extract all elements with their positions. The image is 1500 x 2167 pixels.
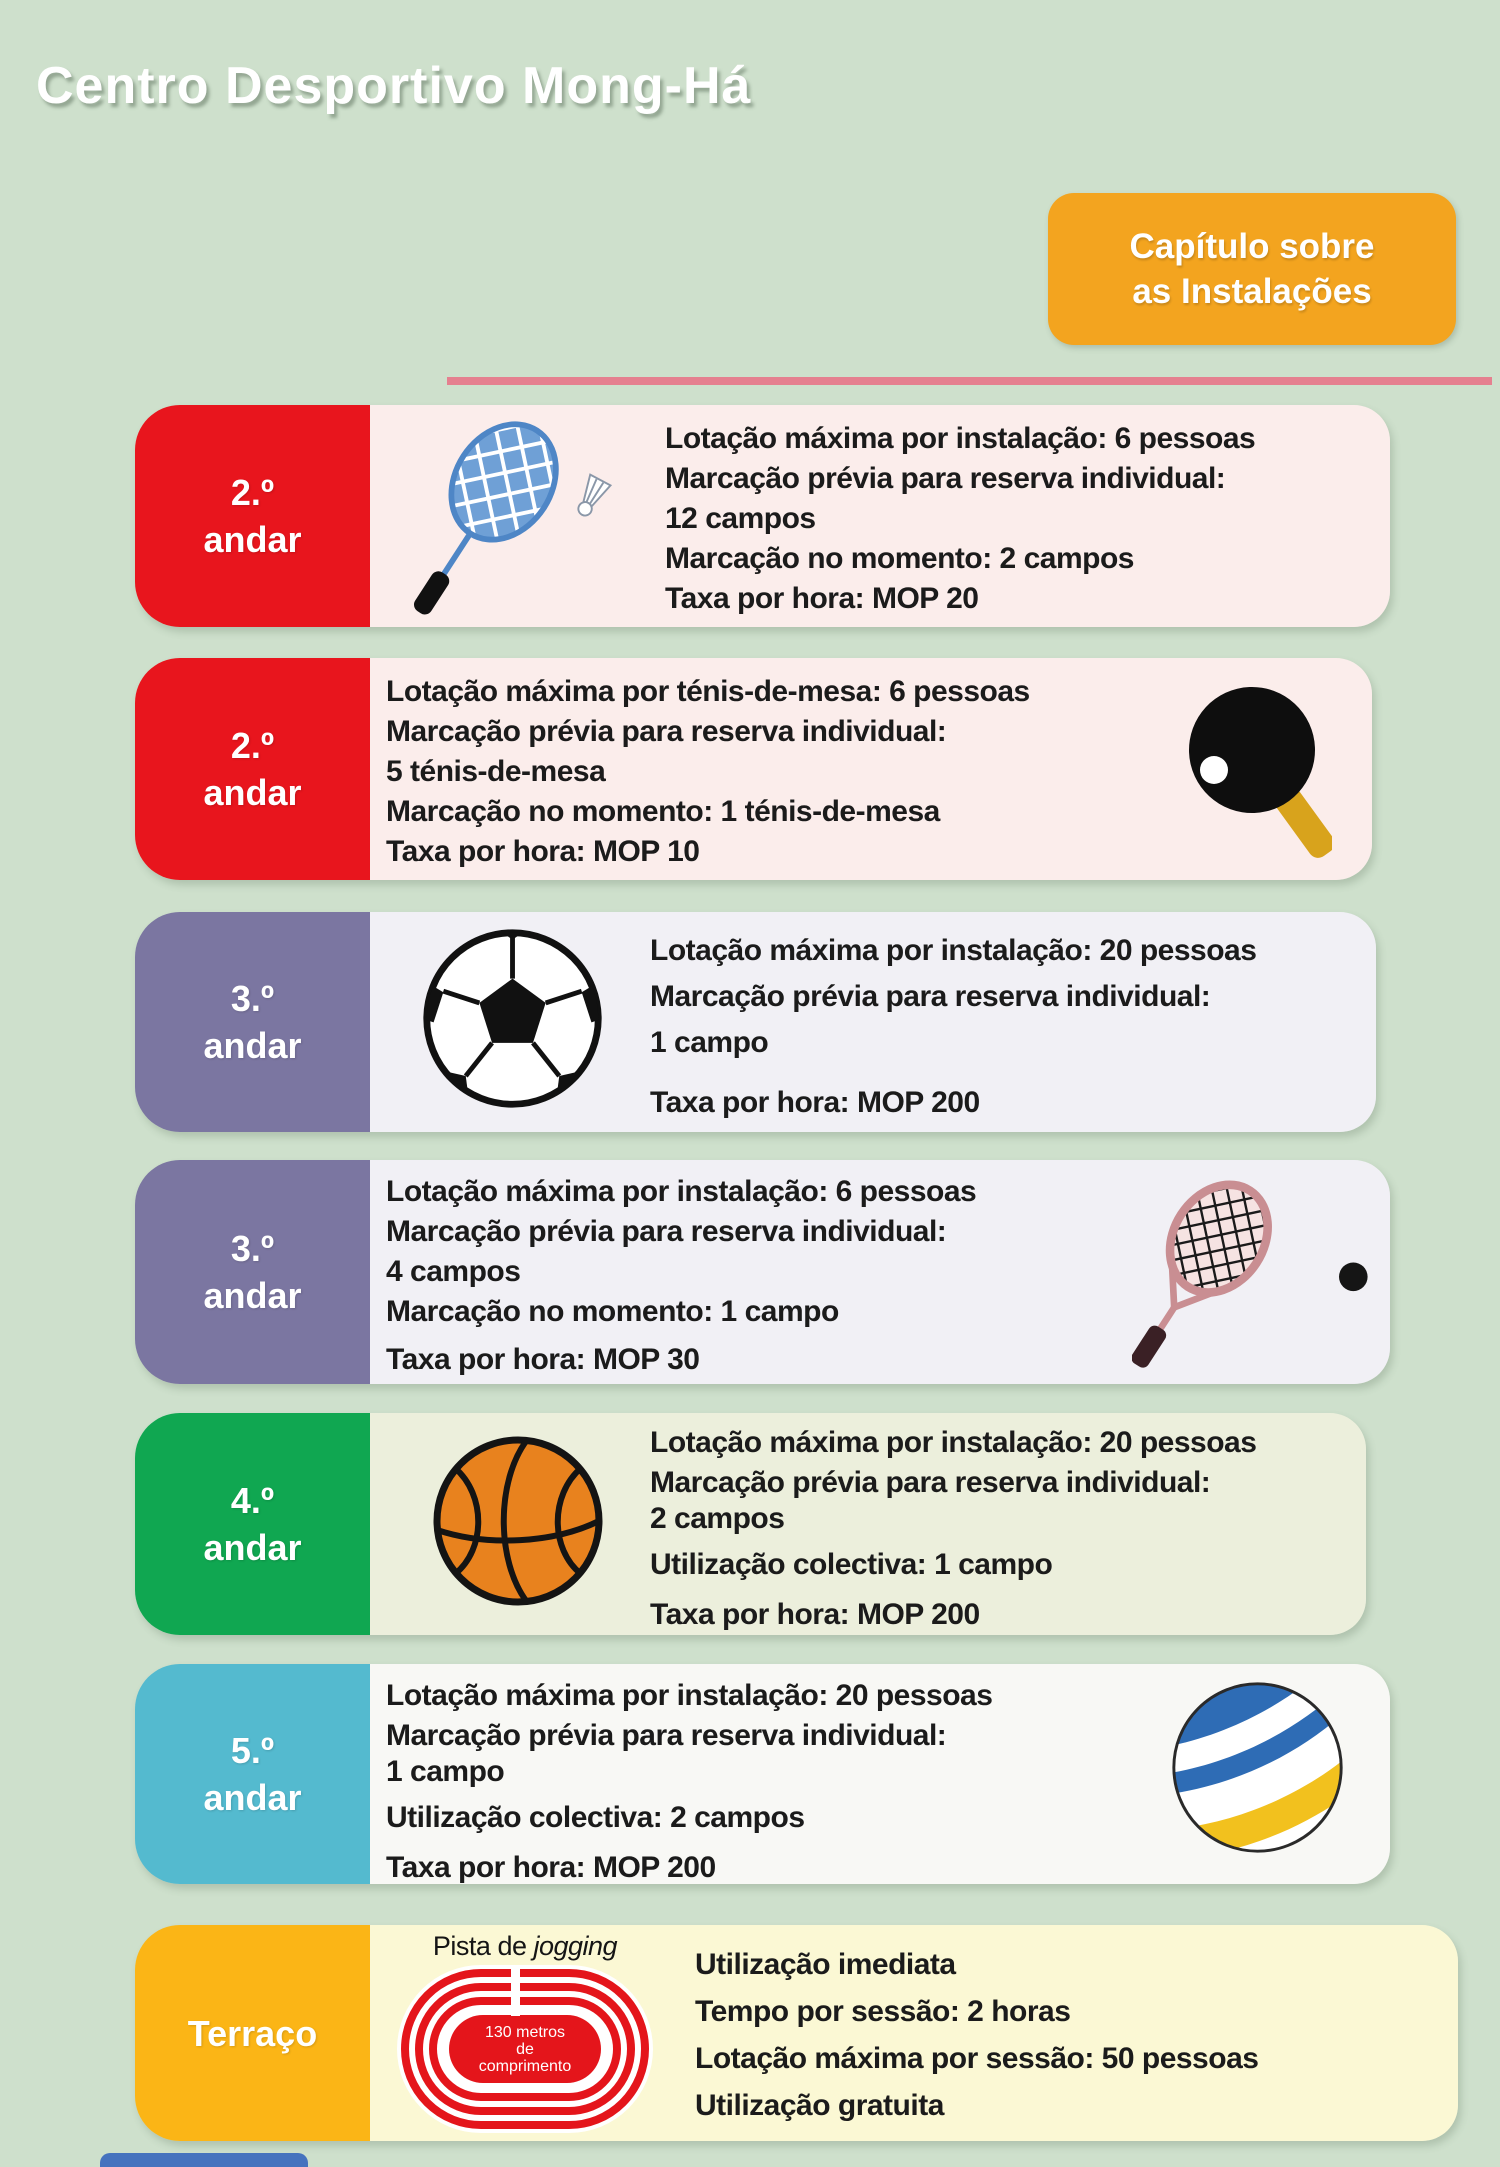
info-line: Marcação prévia para reserva individual: bbox=[650, 1466, 1211, 1499]
info-line: Marcação no momento: 2 campos bbox=[665, 542, 1134, 575]
info-line: Taxa por hora: MOP 10 bbox=[386, 835, 700, 868]
info-line: Taxa por hora: MOP 200 bbox=[386, 1851, 716, 1884]
info-panel bbox=[370, 1925, 1458, 2141]
info-text bbox=[370, 1413, 1366, 1635]
info-line: Marcação prévia para reserva individual: bbox=[650, 980, 1211, 1013]
info-line: Taxa por hora: MOP 200 bbox=[650, 1086, 980, 1119]
floor-label bbox=[135, 1925, 370, 2141]
floor-row-football bbox=[135, 912, 1376, 1132]
info-line: Marcação no momento: 1 campo bbox=[386, 1295, 839, 1328]
chapter-badge-line2: as Instalações bbox=[1132, 272, 1372, 311]
info-line: Taxa por hora: MOP 200 bbox=[650, 1598, 980, 1631]
pink-divider-line bbox=[447, 377, 1492, 385]
info-line: 5 ténis-de-mesa bbox=[386, 755, 606, 788]
track-length-line2: de bbox=[516, 2040, 534, 2058]
info-line: Utilização imediata bbox=[695, 1948, 956, 1981]
floor-label-line2: andar bbox=[203, 1777, 302, 1818]
info-line: Utilização colectiva: 2 campos bbox=[386, 1801, 805, 1834]
info-panel bbox=[370, 912, 1376, 1132]
floor-label bbox=[135, 1160, 370, 1384]
info-panel bbox=[370, 1160, 1390, 1384]
floor-label-line1: 3.º bbox=[230, 978, 275, 1019]
floor-label-line2: andar bbox=[203, 1025, 302, 1066]
floor-label bbox=[135, 1413, 370, 1635]
floor-label-line1: Terraço bbox=[187, 2012, 318, 2054]
info-text bbox=[370, 912, 1376, 1126]
info-line: 4 campos bbox=[386, 1255, 521, 1288]
info-panel bbox=[370, 658, 1372, 880]
info-line: 1 campo bbox=[386, 1755, 505, 1788]
track-length-line1: 130 metros bbox=[484, 2023, 566, 2041]
info-line: Lotação máxima por instalação: 6 pessoas bbox=[386, 1175, 977, 1208]
info-line: Utilização colectiva: 1 campo bbox=[650, 1548, 1053, 1581]
info-text bbox=[370, 1664, 1390, 1884]
info-line: Marcação prévia para reserva individual: bbox=[386, 1215, 947, 1248]
info-line: Lotação máxima por ténis-de-mesa: 6 pessoas bbox=[386, 675, 1030, 708]
info-text bbox=[370, 1160, 1390, 1380]
info-panel bbox=[370, 1664, 1390, 1884]
floor-row-terrace bbox=[135, 1925, 1458, 2141]
info-line: 2 campos bbox=[650, 1502, 785, 1535]
info-line: Taxa por hora: MOP 30 bbox=[386, 1343, 700, 1376]
floor-label-line1: 2.º bbox=[230, 472, 275, 513]
info-panel bbox=[370, 1413, 1366, 1635]
info-line: Marcação no momento: 1 ténis-de-mesa bbox=[386, 795, 940, 828]
info-line: Lotação máxima por instalação: 6 pessoas bbox=[665, 422, 1256, 455]
info-text bbox=[370, 405, 1390, 619]
info-line: Marcação prévia para reserva individual: bbox=[386, 715, 947, 748]
floor-row-badminton bbox=[135, 405, 1390, 627]
track-caption-prefix: Pista de bbox=[432, 1931, 534, 1961]
chapter-badge bbox=[1048, 193, 1456, 345]
info-line: Taxa por hora: MOP 20 bbox=[665, 582, 979, 615]
info-line: Tempo por sessão: 2 horas bbox=[695, 1995, 1071, 2028]
floor-label bbox=[135, 658, 370, 880]
floor-label-line2: andar bbox=[203, 772, 302, 813]
floor-label-line1: 2.º bbox=[230, 725, 275, 766]
floor-label-line1: 5.º bbox=[230, 1730, 275, 1771]
info-text bbox=[370, 1925, 1458, 2129]
info-line: 12 campos bbox=[665, 502, 816, 535]
floor-label-line2: andar bbox=[203, 519, 302, 560]
info-panel bbox=[370, 405, 1390, 627]
floor-label bbox=[135, 405, 370, 627]
floor-label bbox=[135, 1664, 370, 1884]
info-line: Lotação máxima por sessão: 50 pessoas bbox=[695, 2042, 1259, 2075]
info-line: Lotação máxima por instalação: 20 pessoas bbox=[650, 1426, 1257, 1459]
info-line: Lotação máxima por instalação: 20 pessoas bbox=[650, 934, 1257, 967]
page-title: Centro Desportivo Mong-Há bbox=[36, 57, 752, 115]
info-text bbox=[370, 658, 1372, 872]
info-line: Utilização gratuita bbox=[695, 2089, 944, 2122]
clipped-next-floor-label bbox=[100, 2153, 308, 2167]
floor-label-line1: 4.º bbox=[230, 1480, 275, 1521]
floor-row-tennis bbox=[135, 1160, 1390, 1384]
floor-row-table-tennis bbox=[135, 658, 1372, 880]
floor-label-line2: andar bbox=[203, 1527, 302, 1568]
info-line: Marcação prévia para reserva individual: bbox=[386, 1719, 947, 1752]
floor-row-basketball bbox=[135, 1413, 1366, 1635]
floor-label bbox=[135, 912, 370, 1132]
track-caption-italic: jogging bbox=[533, 1931, 618, 1961]
info-line: Marcação prévia para reserva individual: bbox=[665, 462, 1226, 495]
chapter-badge-line1: Capítulo sobre bbox=[1129, 227, 1375, 266]
track-length-line3: comprimento bbox=[478, 2057, 572, 2075]
floor-label-line2: andar bbox=[203, 1275, 302, 1316]
info-line: Lotação máxima por instalação: 20 pessoas bbox=[386, 1679, 993, 1712]
info-line: 1 campo bbox=[650, 1026, 769, 1059]
floor-row-volleyball bbox=[135, 1664, 1390, 1884]
floor-label-line1: 3.º bbox=[230, 1228, 275, 1269]
